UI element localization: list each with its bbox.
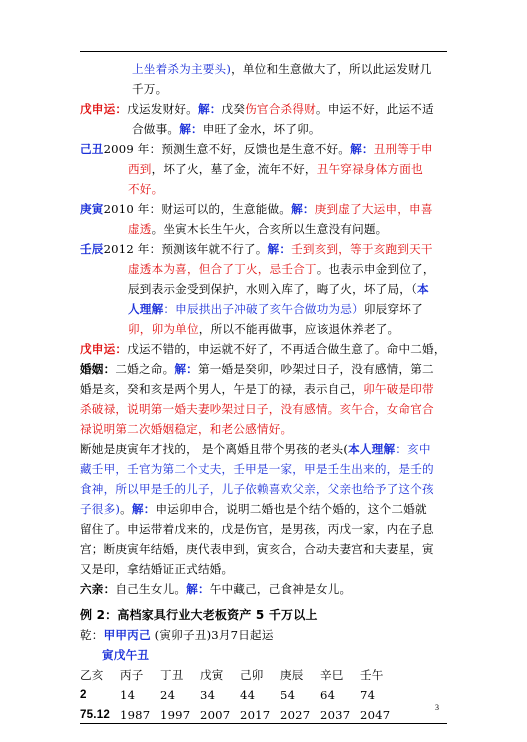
bold-label: 人理解 — [128, 302, 164, 316]
text-span: ，所以不能再做事，应该退休养老了。 — [198, 322, 400, 336]
grid-cell: 2027 — [280, 708, 311, 722]
highlight-span: 卯为单位 — [151, 322, 199, 336]
continuation-text — [80, 59, 448, 99]
jie-label: 解： — [291, 202, 315, 216]
highlight-span: 卯， — [128, 322, 152, 336]
text-span: 留住了。申运带着戊来的，戊是伤官，是男孩，丙戊一家，内在子息 — [80, 522, 434, 536]
grid-cell: 辛巳 — [320, 668, 344, 682]
blue-span: ：亥中 — [395, 442, 431, 456]
text-span: 第一婚是癸卯，吵架过日子，没有感情，第二 — [197, 362, 434, 376]
highlight-span: 杀破禄，说明第一婚夫妻吵架过日子，没有感情。亥午合，女命官合 — [80, 402, 434, 416]
jie-label: 解： — [179, 122, 203, 136]
grid-cell: 2 — [80, 688, 87, 701]
section-label: 戊申运： — [80, 342, 128, 356]
jie-label: 解： — [131, 502, 156, 516]
text-span: 戊运不错的，申运就不好了，不再适合做生意了。命中二婚， — [127, 342, 446, 356]
header-rule — [80, 51, 447, 52]
grid-cell: 75.12 — [80, 708, 111, 721]
text-span: 辰到表示金受到保护，水则入库了，晦了火，坏了局，（ — [128, 282, 418, 296]
page-number: 3 — [435, 703, 439, 712]
grid-cell: 己卯 — [240, 668, 264, 682]
text-span: 申运卯申合，说明二婚也是个结个婚的，这个二婚就 — [155, 502, 427, 516]
text-span: 断她是庚寅年才找的， 是个离婚且带个男孩的老头( — [80, 442, 349, 456]
text-span: ，单位和生意做大了，所以此运发财几 — [231, 62, 432, 76]
jie-label: 解： — [267, 242, 292, 256]
text-span: 午中藏己，己食神是女儿。 — [209, 582, 352, 596]
document-body — [80, 59, 448, 725]
grid-cell: 庚辰 — [280, 668, 304, 682]
example-heading: 例 2：高档家具行业大老板资产 5 千万以上 — [80, 608, 318, 622]
highlight-span: 壬到亥到， — [291, 242, 351, 256]
qian-line — [80, 625, 448, 645]
highlight-span: 西到 — [128, 162, 152, 176]
grid-cell: 丁丑 — [160, 668, 184, 682]
section-label: 庚寅 — [80, 202, 104, 216]
text-span: (寅卯子丑)3月7日起运 — [150, 628, 274, 642]
qian-label: 乾： — [80, 628, 104, 642]
grid-cell: 14 — [120, 688, 136, 702]
footer-rule — [80, 723, 447, 724]
dayun-row-years — [80, 705, 448, 725]
blue-span: 藏壬甲，壬官为第二个丈夫，壬甲是一家，甲是壬生出来的，是壬的 — [80, 462, 434, 476]
highlight-span: 等于亥跑到天干 — [350, 242, 433, 256]
text-span: 申旺了金水，坏了卯。 — [202, 122, 321, 136]
grid-cell: 2017 — [240, 708, 271, 722]
paragraph-jichou — [80, 139, 448, 199]
jie-label: 解： — [350, 142, 374, 156]
highlight-span: 卯午破是印带 — [363, 382, 434, 396]
highlight-span: 虚透 — [128, 222, 152, 236]
paragraph-renchen — [80, 239, 448, 339]
highlight-span: 丑刑等于申 — [373, 142, 433, 156]
grid-cell: 壬午 — [360, 668, 384, 682]
highlight-span: 丑午穿禄身体方面也 — [316, 162, 423, 176]
text-span: 2010 年：财运可以的，生意能做。 — [103, 202, 292, 216]
bold-label: 本 — [417, 282, 429, 296]
grid-cell: 1997 — [160, 708, 191, 722]
bazi-stems: 甲甲丙己 — [103, 628, 151, 642]
bold-label: 本人理解 — [348, 442, 396, 456]
paragraph-wushen-2 — [80, 339, 448, 359]
text-span: 2009 年：预测生意不好，反馈也是生意不好。 — [103, 142, 351, 156]
blue-span: 子很多) — [80, 502, 121, 516]
section-label: 六亲： — [80, 582, 116, 596]
jie-label: 解： — [174, 362, 198, 376]
highlight-span: 禄说明第二次婚姻稳定，和老公感情好。 — [80, 422, 293, 436]
paragraph-hunyin — [80, 359, 448, 439]
text-span: 。申运不好，此运不适 — [315, 102, 434, 116]
grid-cell: 2047 — [360, 708, 391, 722]
grid-cell: 2037 — [320, 708, 351, 722]
section-label: 婚姻： — [80, 362, 116, 376]
grid-cell: 64 — [320, 688, 336, 702]
grid-cell: 54 — [280, 688, 296, 702]
text-span: 。也表示申金到位了， — [316, 262, 435, 276]
grid-cell: 34 — [200, 688, 216, 702]
bazi-branches: 寅戊午丑 — [102, 648, 150, 662]
dayun-row-pillars — [80, 665, 448, 685]
blue-span: ：申辰拱出子冲破了亥午合做功为忌） — [163, 302, 364, 316]
text-span: 自己生女儿。 — [115, 582, 187, 596]
text-span: 宫；断庚寅年结婚，庚代表申到，寅亥合，合动夫妻宫和夫妻星，寅 — [80, 542, 434, 556]
highlight-span: 不好。 — [128, 182, 164, 196]
grid-cell: 丙子 — [120, 668, 144, 682]
section-label: 戊申运： — [80, 102, 128, 116]
paragraph-liuqin — [80, 579, 448, 599]
text-span: 上坐着杀为主要头) — [132, 62, 232, 76]
dayun-row-ages — [80, 685, 448, 705]
section-label: 己丑 — [80, 142, 104, 156]
grid-cell: 1987 — [120, 708, 151, 722]
grid-cell: 乙亥 — [80, 668, 104, 682]
jie-label: 解： — [186, 582, 210, 596]
highlight-span: 庚到虚了大运申，申喜 — [314, 202, 433, 216]
text-span: 又是印，拿结婚证正式结婚。 — [80, 562, 234, 576]
text-span: 戊癸 — [221, 102, 246, 116]
grid-cell: 戊寅 — [200, 668, 224, 682]
grid-cell: 24 — [160, 688, 176, 702]
grid-cell: 44 — [240, 688, 256, 702]
text-span: 合做事。 — [132, 122, 180, 136]
highlight-span: 伤官合杀得财 — [245, 102, 316, 116]
grid-cell: 2007 — [200, 708, 231, 722]
text-span: 千万。 — [132, 82, 168, 96]
text-span: 婚是亥，癸和亥是两个男人，午是丁的禄，表示自己， — [80, 382, 364, 396]
grid-cell: 74 — [360, 688, 376, 702]
text-span: 卯辰穿坏了 — [363, 302, 423, 316]
highlight-span: 虚透本为喜，但合了丁火，忌壬合丁 — [128, 262, 317, 276]
text-span: 。坐寅木长生午火，合亥所以生意没有问题。 — [151, 222, 388, 236]
text-span: 二婚之命。 — [115, 362, 175, 376]
section-label: 壬辰 — [80, 242, 104, 256]
paragraph-wushen-1 — [80, 99, 448, 139]
jie-label: 解： — [197, 102, 222, 116]
text-span: ，坏了火，墓了金，流年不好， — [151, 162, 317, 176]
text-span: 。 — [120, 502, 132, 516]
text-span: 戊运发财好。 — [127, 102, 198, 116]
blue-span: 食神，所以甲是壬的儿子，儿子依赖喜欢父亲，父亲也给予了这个孩 — [80, 482, 434, 496]
paragraph-duan — [80, 439, 448, 579]
paragraph-gengyin — [80, 199, 448, 239]
text-span: 2012 年：预测该年就不行了。 — [103, 242, 268, 256]
